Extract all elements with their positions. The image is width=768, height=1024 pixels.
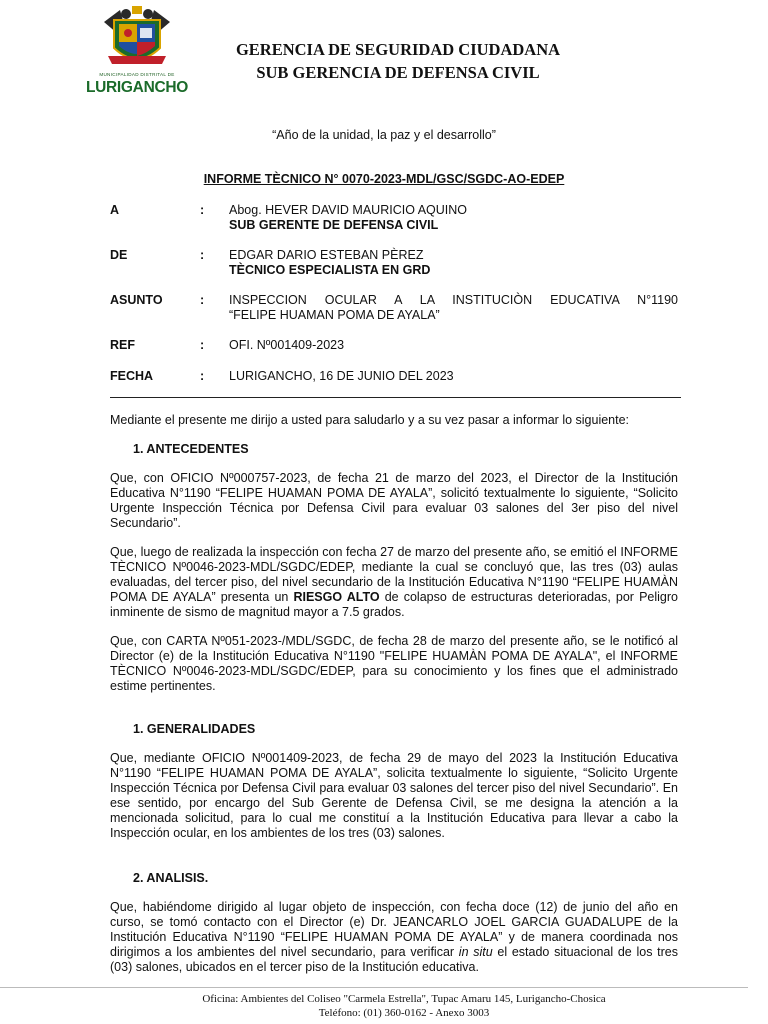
subject-line-1: INSPECCION OCULAR A LA INSTITUCIÒN EDUCATIVA N°1190 [229,293,678,307]
field-de [110,248,690,280]
in-situ-term: in situ [458,945,493,959]
field-colon: : [200,203,205,217]
paragraph-text: de colapso de estructuras deterioradas, por Peligro inminente de sismo de magnitud mayor a 7.5 grados. [110,590,678,619]
field-label: FECHA [110,369,154,383]
header-line-2: SUB GERENCIA DE DEFENSA CIVIL [256,63,540,82]
field-label: A [110,203,120,217]
subject-line-2: “FELIPE HUAMAN POMA DE AYALA” [229,308,440,322]
sender-role: TÈCNICO ESPECIALISTA EN GRD [229,263,431,277]
field-a [110,203,690,235]
field-colon: : [200,369,205,383]
section-heading-analisis: 2. ANALISIS. [133,871,209,885]
risk-level: RIESGO ALTO [293,590,380,604]
year-motto: “Año de la unidad, la paz y el desarrollo” [272,128,496,142]
paragraph-text: Que, luego de realizada la inspección con fecha 27 de marzo del presente año, se emitió el INFORME TÈCNICO Nº0046-2023-MDL/SGDC/EDEP, mediante la cual se concluyó que, las tres (03) aulas evaluadas, del tercer piso, del nivel secundario de la Institución Educativa N°1190 “FELIPE HUAMÀN POMA DE AYALA” presenta un [110,545,678,604]
paragraph-text: el estado situacional de los tres (03) salones, ubicados en el tercer piso de la Institución educativa. [110,945,678,974]
generalidades-paragraph-1: Que, mediante OFICIO Nº001409-2023, de fecha 29 de mayo del 2023 la Institución Educativa N°1190 “FELIPE HUAMAN POMA DE AYALA”, solicita textualmente lo siguiente, “Solicito Urgente Inspección Técnica por Defensa Civil para evaluar 03 salones del tercer piso del nivel Secundario”. En ese sentido, por encargo del Sub Gerente de Defensa Civil, se me designa la atención a la mencionada solicitud, para lo cual me constituí a la Institución Educativa para llevar a cabo la Inspección ocular, en los ambientes de los tres (03) salones. [110,751,678,840]
field-ref [110,338,690,354]
antecedentes-paragraph-3: Que, con CARTA Nº051-2023-/MDL/SGDC, de fecha 28 de marzo del presente año, se le notificó al Director (e) de la Institución Educativa N°1190 "FELIPE HUAMÀN POMA DE AYALA", el INFORME TÈCNICO Nº0046-2023-MDL/SGDC/EDEP, para su conocimiento y los fines que el administrado estime pertinentes. [110,634,678,693]
date-value: LURIGANCHO, 16 DE JUNIO DEL 2023 [229,369,454,383]
field-value [229,248,678,278]
logo-name: LURIGANCHO [85,79,189,96]
report-title: INFORME TÈCNICO N° 0070-2023-MDL/GSC/SGDC-AO-EDEP [203,172,565,186]
recipient-name: Abog. HEVER DAVID MAURICIO AQUINO [229,203,468,217]
section-heading-antecedentes: 1. ANTECEDENTES [133,442,249,456]
antecedentes-paragraph-2 [110,545,678,620]
header-line-1: GERENCIA DE SEGURIDAD CIUDADANA [235,40,561,59]
field-value [229,293,678,323]
sender-name: EDGAR DARIO ESTEBAN PÈREZ [229,248,424,262]
field-label: DE [110,248,128,262]
analisis-paragraph-1 [110,900,678,975]
field-colon: : [200,338,205,352]
field-colon: : [200,293,205,307]
antecedentes-paragraph-1: Que, con OFICIO Nº000757-2023, de fecha 21 de marzo del 2023, el Director de la Institución Educativa N°1190 “FELIPE HUAMAN POMA DE AYALA”, solicitó textualmente lo siguiente, “Solicito Urgente Inspección Técnica por Defensa Civil para evaluar 03 salones del 3er piso del nivel Secundario”. [110,471,678,530]
footer-phone: Teléfono: (01) 360-0162 - Anexo 3003 [318,1007,490,1019]
field-label: ASUNTO [110,293,163,307]
intro-paragraph: Mediante el presente me dirijo a usted para saludarlo y a su vez pasar a informar lo siguiente: [110,413,630,427]
logo-subtitle: MUNICIPALIDAD DISTRITAL DE [99,72,175,77]
footer-divider [0,987,748,988]
section-heading-generalidades: 1. GENERALIDADES [133,722,256,736]
footer-address: Oficina: Ambientes del Coliseo "Carmela Estrella", Tupac Amaru 145, Lurigancho-Chosica [202,993,606,1005]
header-divider [110,397,681,398]
field-colon: : [200,248,205,262]
field-label: REF [110,338,135,352]
field-value [229,203,678,233]
recipient-role: SUB GERENTE DE DEFENSA CIVIL [229,218,439,232]
field-fecha [110,369,690,385]
reference-value: OFI. Nº001409-2023 [229,338,345,352]
coat-of-arms-icon [74,4,200,72]
field-asunto [110,293,690,325]
paragraph-text: Que, habiéndome dirigido al lugar objeto de inspección, con fecha doce (12) de junio del año en curso, se tomó contacto con el Director (e) Dr. JEANCARLO JOEL GARCIA GUADALUPE de la Institución Educativa N°1190 “FELIPE HUAMAN POMA DE AYALA” y de manera coordinada nos dirigimos a los ambientes del nivel secundario, para verificar [110,900,678,959]
